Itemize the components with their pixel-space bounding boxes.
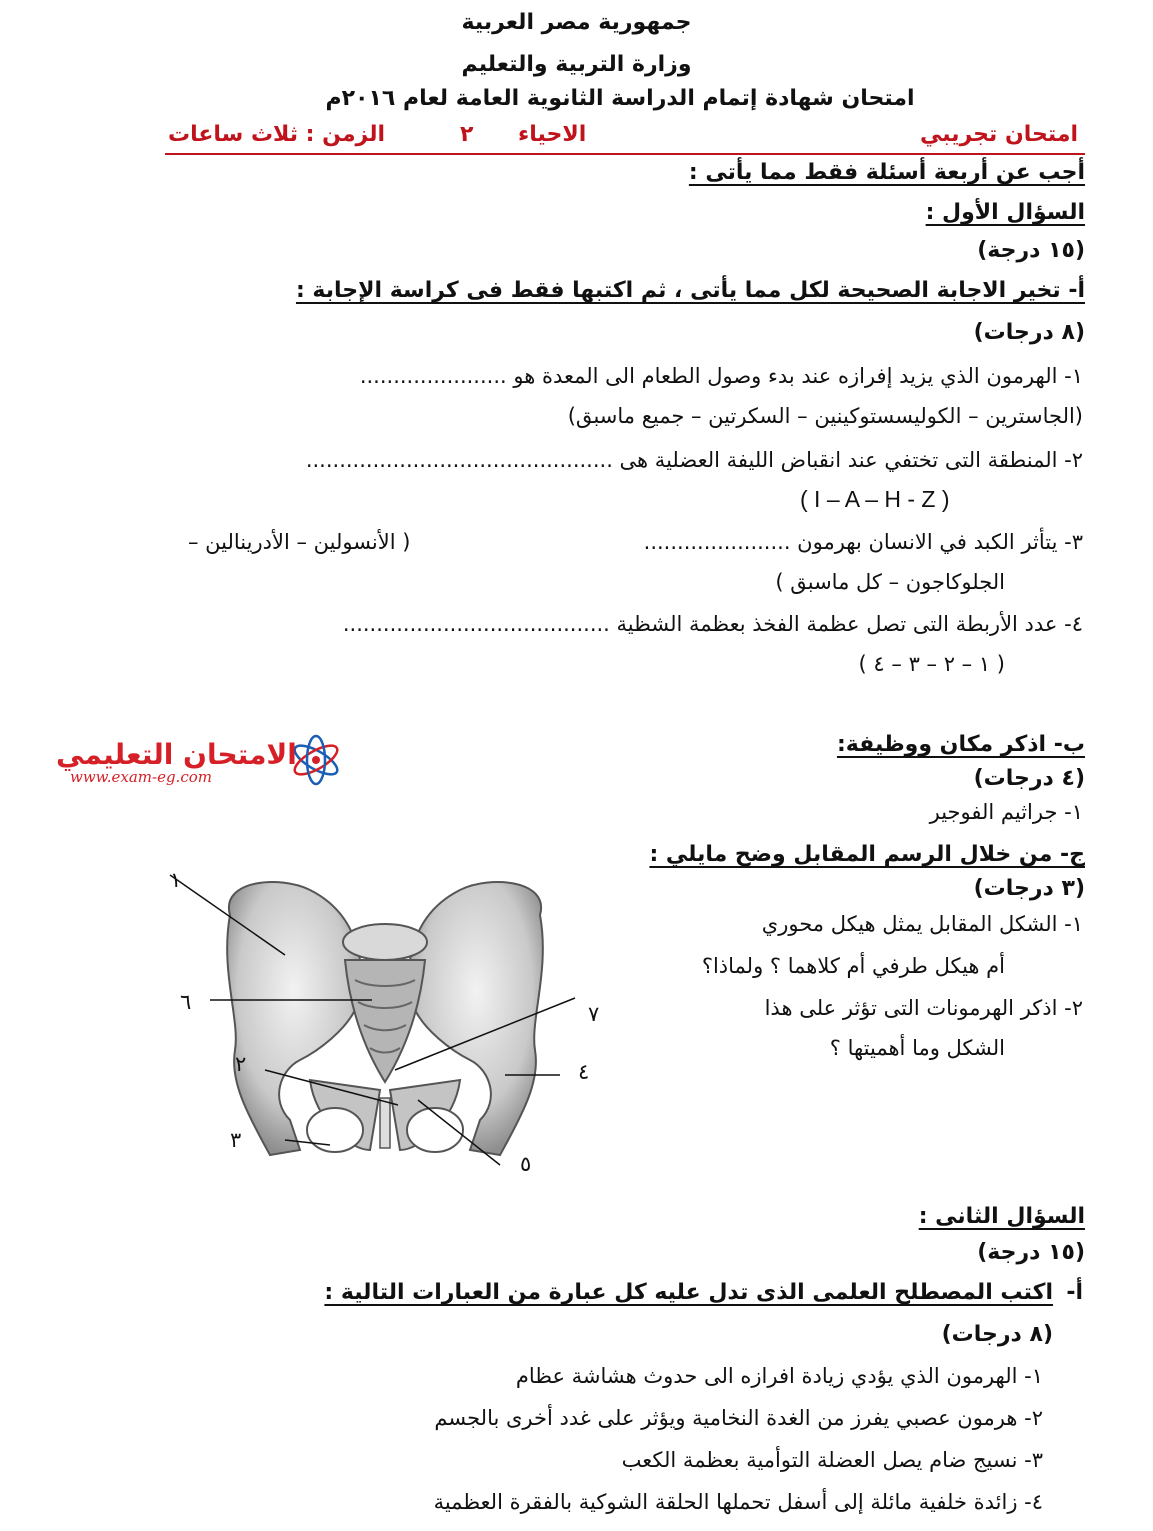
q2-a-item-3: ٣- نسيج ضام يصل العضلة التوأمية بعظمة الكعب (621, 1448, 1043, 1472)
q1-a-heading: أ- تخير الاجابة الصحيحة لكل مما يأتى ، ثم اكتبها فقط فى كراسة الإجابة : (295, 278, 1085, 303)
instructions: أجب عن أربعة أسئلة فقط مما يأتى : (688, 160, 1085, 185)
q1-a-item-4: ٤- عدد الأربطة التى تصل عظمة الفخذ بعظمة الشظية ........................................ (342, 612, 1083, 636)
header-divider (165, 153, 1085, 155)
q1-a-item-2-options: ( I – A – H - Z ) (800, 486, 950, 512)
q2-a-item-1: ١- الهرمون الذي يؤدي زيادة افرازه الى حدوث هشاشة عظام (515, 1364, 1043, 1388)
figure-label-5: ٥ (520, 1152, 532, 1176)
q2-title: السؤال الثانى : (918, 1204, 1085, 1229)
q2-marks: (١٥ درجة) (977, 1240, 1085, 1265)
figure-label-3: ٣ (230, 1128, 242, 1152)
exam-type: امتحان تجريبي (920, 122, 1078, 147)
figure-label-7: ٧ (588, 1002, 600, 1026)
q1-a-item-2: ٢- المنطقة التى تختفي عند انقباض الليفة العضلية هى .............................................. (305, 448, 1083, 472)
q1-b-item-1: ١- جراثيم الفوجير (929, 800, 1083, 824)
q2-a-marks: (٨ درجات) (941, 1322, 1053, 1347)
q2-a-heading: اكتب المصطلح العلمى الذى تدل عليه كل عبارة من العبارات التالية : (324, 1280, 1053, 1305)
subject: الاحياء (518, 122, 587, 147)
q1-b-marks: (٤ درجات) (973, 766, 1085, 791)
q1-c-item-1a: ١- الشكل المقابل يمثل هيكل محوري (761, 912, 1083, 936)
logo-name: الامتحان التعليمي (56, 738, 297, 771)
q1-title: السؤال الأول : (925, 200, 1085, 225)
header-country: جمهورية مصر العربية (461, 10, 692, 35)
header-exam-title: امتحان شهادة إتمام الدراسة الثانوية العامة لعام ٢٠١٦م (325, 86, 915, 111)
header-ministry: وزارة التربية والتعليم (461, 52, 692, 77)
q2-a-item-2: ٢- هرمون عصبي يفرز من الغدة النخامية ويؤثر على غدد أخرى بالجسم (434, 1406, 1043, 1430)
q1-a-item-3-options-b: الجلوكاجون – كل ماسبق ) (775, 570, 1005, 594)
figure-label-2: ٢ (235, 1052, 247, 1076)
pelvis-illustration (150, 850, 620, 1190)
q1-b-heading: ب- اذكر مكان ووظيفة: (836, 732, 1085, 757)
q1-c-marks: (٣ درجات) (973, 876, 1085, 901)
q1-a-item-3-options-a: ( الأنسولين – الأدرينالين – (188, 530, 411, 554)
figure-label-4: ٤ (578, 1060, 590, 1084)
q1-marks: (١٥ درجة) (977, 238, 1085, 263)
q1-c-item-2b: الشكل وما أهميتها ؟ (829, 1036, 1005, 1060)
site-logo (28, 730, 318, 790)
q1-a-item-4-options: ( ١ – ٢ – ٣ – ٤ ) (858, 652, 1005, 676)
q1-a-item-3: ٣- يتأثر الكبد في الانسان بهرمون ...................... (643, 530, 1083, 554)
q1-c-item-2a: ٢- اذكر الهرمونات التى تؤثر على هذا (764, 996, 1083, 1020)
logo-url: www.exam-eg.com (70, 768, 212, 786)
q2-a-prefix: أ- (1066, 1280, 1083, 1305)
q1-a-marks: (٨ درجات) (973, 320, 1085, 345)
figure-label-1: ١ (170, 868, 182, 892)
model-number: ٢ (460, 122, 474, 147)
q1-a-item-1: ١- الهرمون الذي يزيد إفرازه عند بدء وصول الطعام الى المعدة هو ...................... (359, 364, 1083, 388)
q1-a-item-1-options: (الجاسترين – الكوليسستوكينين – السكرتين – جميع ماسبق) (567, 404, 1083, 428)
pelvis-diagram (150, 850, 620, 1190)
q2-a-item-4: ٤- زائدة خلفية مائلة إلى أسفل تحملها الحلقة الشوكية بالفقرة العظمية (433, 1490, 1043, 1514)
q1-c-item-1b: أم هيكل طرفي أم كلاهما ؟ ولماذا؟ (701, 954, 1005, 978)
figure-label-6: ٦ (180, 990, 192, 1014)
exam-duration: الزمن : ثلاث ساعات (168, 122, 386, 147)
q1-c-heading: ج- من خلال الرسم المقابل وضح مايلي : (649, 842, 1085, 867)
